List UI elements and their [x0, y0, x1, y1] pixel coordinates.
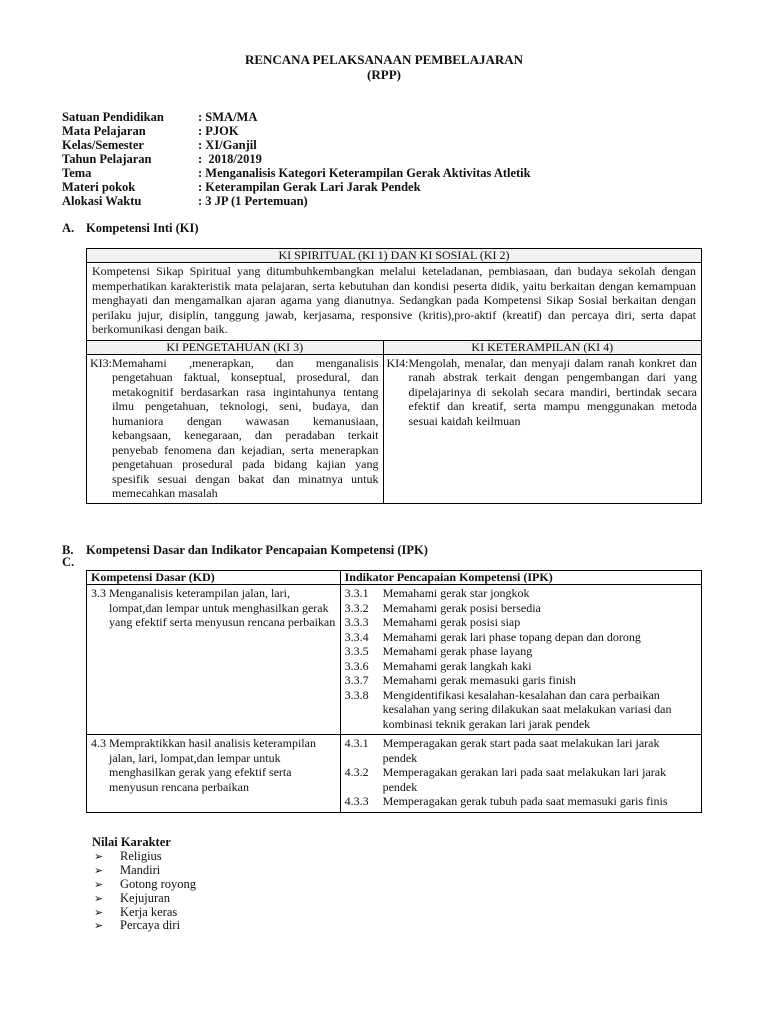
ipk-item — [345, 688, 697, 732]
ipk-text: Memahami gerak star jongkok — [382, 586, 530, 600]
meta-value: : 3 JP (1 Pertemuan) — [198, 194, 308, 208]
ipk-column-header: Indikator Pencapaian Kompetensi (IPK) — [340, 571, 701, 585]
table-row — [87, 585, 702, 735]
ipk-cell — [340, 585, 701, 735]
ipk-item — [345, 673, 697, 688]
meta-value: : Keterampilan Gerak Lari Jarak Pendek — [198, 180, 421, 194]
list-item — [92, 906, 196, 920]
meta-row — [62, 110, 531, 124]
ipk-number: 4.3.3 — [344, 794, 369, 808]
arrow-bullet-icon: ➢ — [94, 891, 104, 905]
identity-block — [62, 110, 531, 208]
arrow-bullet-icon: ➢ — [94, 919, 104, 933]
ipk-cell — [340, 735, 701, 813]
ipk-item — [345, 644, 697, 659]
meta-value: : XI/Ganjil — [198, 138, 257, 152]
nilai-karakter-list — [92, 836, 196, 933]
meta-value: : Menganalisis Kategori Keterampilan Gerak Aktivitas Atletik — [198, 166, 531, 180]
kd-number: 3.3 — [91, 586, 106, 600]
arrow-bullet-icon: ➢ — [94, 905, 104, 919]
nilai-karakter-title: Nilai Karakter — [92, 835, 171, 849]
ki3-header: KI PENGETAHUAN (KI 3) — [87, 340, 384, 354]
list-item-text: Gotong royong — [120, 876, 197, 891]
meta-label: Satuan Pendidikan — [62, 110, 164, 124]
ki4-cell — [383, 354, 701, 503]
list-item-text: Kerja keras — [120, 904, 178, 919]
arrow-bullet-icon: ➢ — [94, 877, 104, 891]
ki-table — [86, 248, 702, 504]
ki3-label: KI3: — [90, 355, 112, 370]
meta-label: Kelas/Semester — [62, 138, 144, 152]
ipk-item — [345, 586, 697, 601]
section-letter: A. — [62, 221, 75, 235]
list-item-text: Percaya diri — [120, 918, 181, 933]
kd-text: Menganalisis keterampilan jalan, lari, lompat,dan lempar untuk menghasilkan gerak yang efektif serta menyusun rencana perbaikan — [109, 586, 336, 629]
ki4-text: Mengolah, menalar, dan menyaji dalam ranah konkret dan ranah abstrak terkait dengan pengembangan dari yang dipelajarinya di sekolah secara mandiri, bertindak secara efektif dan kreatif, serta mampu menggunakan metoda sesuai kaidah keilmuan — [408, 355, 697, 428]
ki-spiritual-text: Kompetensi Sikap Spiritual yang ditumbuhkembangkan melalui keteladanan, pembiasaan, dan budaya sekolah dengan memperhatikan karakteristik mata pelajaran, serta kebutuhan dan kondisi peserta didik, yaitu berkaitan dengan kemampuan menghayati dan mengamalkan ajaran agama yang dianutnya. Sedangkan pada Kompetensi Sikap Sosial berkaitan dengan perilaku jujur, disiplin, tanggung jawab, kerjasama, responsive (kritis),pro-aktif (kreatif) dan percaya diri, serta dapat berkomunikasi dengan baik. — [87, 263, 702, 341]
kd-cell — [87, 735, 341, 813]
ipk-text: Memperagakan gerak start pada saat melakukan lari jarak pendek — [382, 736, 660, 765]
section-title: Kompetensi Dasar dan Indikator Pencapaian Kompetensi (IPK) — [86, 543, 428, 557]
section-letter: C. — [62, 555, 75, 569]
ipk-number: 4.3.1 — [344, 736, 369, 750]
ipk-number: 3.3.7 — [344, 673, 369, 687]
meta-row — [62, 152, 531, 166]
ipk-number: 3.3.4 — [344, 629, 369, 644]
kd-ipk-table — [86, 570, 702, 813]
table-row — [87, 735, 702, 813]
arrow-bullet-icon: ➢ — [94, 849, 104, 863]
list-item — [92, 892, 196, 906]
ipk-item — [345, 630, 697, 645]
meta-label: Tahun Pelajaran — [62, 152, 152, 166]
ipk-text: Mengidentifikasi kesalahan-kesalahan dan cara perbaikan kesalahan yang sering dilakukan saat melakukan variasi dan kombinasi teknik gerakan lari jarak pendek — [382, 687, 672, 731]
kd-text: Mempraktikkan hasil analisis keterampilan jalan, lari, lompat,dan lempar untuk menghasilkan gerak yang efektif serta menyusun rencana perbaikan — [109, 736, 316, 794]
ki3-text: Memahami ,menerapkan, dan menganalisis pengetahuan faktual, konseptual, prosedural, dan metakognitif berdasarkan rasa ingintahunya tentang ilmu pengetahuan, teknologi, seni, budaya, dan humaniora dengan wawasan kemanusiaan, kebangsaan, kenegaraan, dan peradaban terkait penyebab fenomena dan kejadian, serta menerapkan pengetahuan prosedural pada bidang kajian yang spesifik sesuai dengan bakat dan minatnya untuk memecahkan masalah — [112, 355, 379, 500]
ipk-text: Memahami gerak phase layang — [382, 644, 533, 658]
kd-column-header: Kompetensi Dasar (KD) — [87, 571, 341, 585]
ki-spiritual-header: KI SPIRITUAL (KI 1) DAN KI SOSIAL (KI 2) — [87, 249, 702, 263]
kd-item — [91, 586, 336, 630]
kd-cell — [87, 585, 341, 735]
ipk-number: 4.3.2 — [344, 765, 369, 779]
document-title-block — [0, 52, 768, 82]
list-item — [92, 878, 196, 892]
meta-label: Tema — [62, 166, 92, 180]
ipk-item — [345, 736, 697, 765]
meta-row — [62, 138, 531, 152]
document-subtitle: (RPP) — [367, 67, 401, 82]
meta-label: Mata Pelajaran — [62, 124, 146, 138]
section-a-heading — [62, 221, 199, 235]
ipk-number: 3.3.2 — [344, 600, 369, 615]
section-title: Kompetensi Inti (KI) — [86, 221, 199, 235]
arrow-bullet-icon: ➢ — [94, 863, 104, 877]
ipk-number: 3.3.5 — [344, 644, 369, 658]
ipk-text: Memahami gerak posisi siap — [382, 615, 521, 629]
ipk-number: 3.3.6 — [344, 658, 369, 673]
ipk-text: Memahami gerak lari phase topang depan dan dorong — [382, 629, 641, 644]
meta-row — [62, 166, 531, 180]
ipk-item — [345, 659, 697, 674]
ipk-text: Memperagakan gerak tubuh pada saat memasuki garis finis — [382, 794, 668, 808]
ipk-text: Memahami gerak memasuki garis finish — [382, 673, 576, 687]
kd-number: 4.3 — [91, 736, 106, 750]
meta-row — [62, 194, 531, 208]
meta-value: : 2018/2019 — [198, 152, 262, 166]
ki4-content — [384, 355, 701, 431]
section-c-heading — [62, 555, 86, 569]
kd-item — [91, 736, 336, 794]
list-item — [92, 919, 196, 933]
list-item — [92, 850, 196, 864]
document-title: RENCANA PELAKSANAAN PEMBELAJARAN — [244, 52, 524, 67]
ki3-cell — [87, 354, 384, 503]
ipk-item — [345, 601, 697, 616]
ipk-item — [345, 615, 697, 630]
list-item-text: Kejujuran — [120, 890, 170, 905]
ki4-label: KI4: — [386, 355, 409, 370]
meta-row — [62, 124, 531, 138]
ipk-number: 3.3.1 — [344, 586, 369, 600]
meta-value: : PJOK — [198, 124, 239, 138]
ipk-number: 3.3.8 — [344, 687, 369, 702]
meta-label: Alokasi Waktu — [62, 194, 142, 208]
meta-row — [62, 180, 531, 194]
list-item-text: Religius — [120, 848, 162, 863]
ipk-item — [345, 794, 697, 809]
ipk-text: Memperagakan gerakan lari pada saat melakukan lari jarak pendek — [382, 765, 667, 794]
ipk-item — [345, 765, 697, 794]
ipk-text: Memahami gerak posisi bersedia — [382, 600, 541, 615]
meta-value: : SMA/MA — [198, 110, 258, 124]
ki4-header: KI KETERAMPILAN (KI 4) — [383, 340, 701, 354]
ki3-content — [87, 355, 383, 503]
list-item — [92, 864, 196, 878]
ipk-text: Memahami gerak langkah kaki — [382, 658, 532, 673]
list-item-text: Mandiri — [120, 862, 161, 877]
meta-label: Materi pokok — [62, 180, 136, 194]
section-b-heading — [62, 543, 428, 557]
ipk-number: 3.3.3 — [344, 615, 369, 629]
section-letter: B. — [62, 543, 74, 557]
